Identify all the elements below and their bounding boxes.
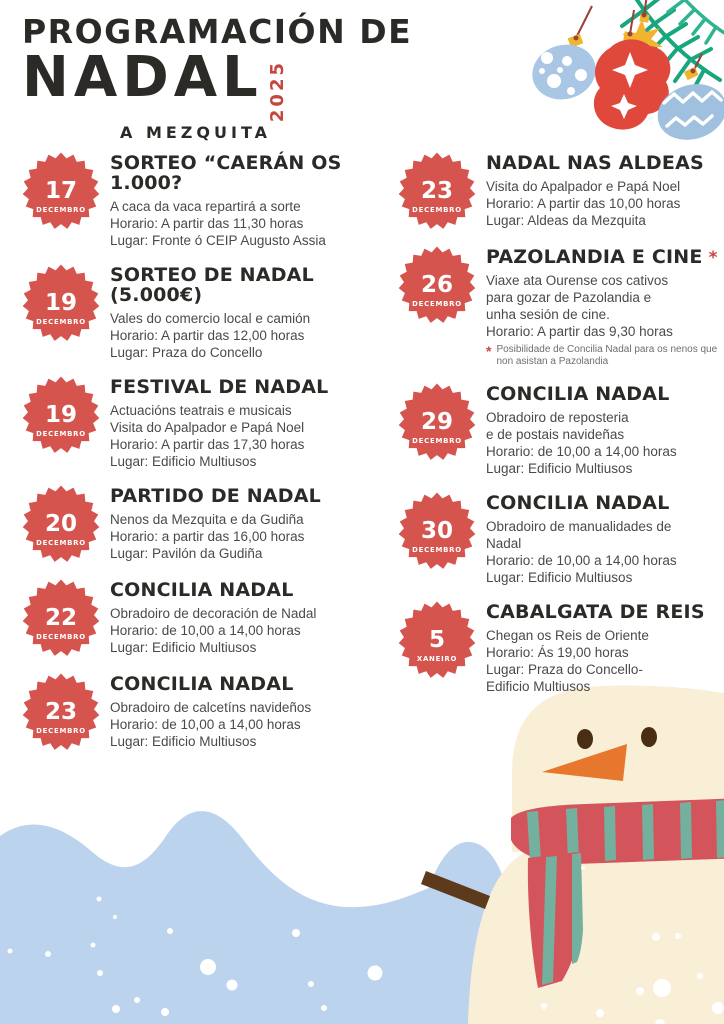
event-detail-line: Obradoiro de decoración de Nadal	[110, 605, 317, 621]
event-title: PARTIDO DE NADAL	[110, 484, 321, 507]
asterisk-mark: *	[486, 342, 492, 359]
badge-date-number: 19	[44, 289, 78, 316]
badge-month-label: DECEMBRO	[36, 429, 86, 438]
event-card	[397, 491, 717, 586]
badge-month-label: DECEMBRO	[36, 726, 86, 735]
polka-dot-bauble-icon	[526, 34, 602, 107]
poster-header	[22, 12, 412, 142]
event-text-block	[486, 491, 677, 586]
event-details	[110, 310, 393, 361]
event-text-block	[110, 484, 321, 564]
badge-date-number: 26	[420, 271, 454, 298]
event-title: CABALGATA DE REIS	[486, 600, 705, 623]
event-detail-line: Vales do comercio local e camión	[110, 310, 311, 326]
date-badge-icon	[397, 382, 477, 462]
poster-title-line1: PROGRAMACIÓN DE	[22, 12, 413, 51]
badge-month-label: DECEMBRO	[36, 317, 86, 326]
event-details	[486, 272, 721, 340]
badge-month-label: DECEMBRO	[36, 538, 86, 547]
event-detail-line: Horario: a partir das 16,00 horas	[110, 528, 305, 544]
event-text-block	[110, 578, 316, 658]
event-detail-line: Chegan os Reis de Oriente	[486, 627, 649, 643]
event-card	[397, 600, 717, 695]
event-detail-line: Horario: A partir das 9,30 horas	[486, 323, 673, 339]
event-card	[21, 484, 393, 564]
event-details	[110, 699, 311, 750]
event-detail-line: Horario: A partir das 12,00 horas	[110, 327, 305, 343]
event-text-block	[486, 245, 721, 368]
event-detail-line: A caca da vaca repartirá a sorte	[110, 198, 301, 214]
badge-date-number: 23	[44, 698, 78, 725]
event-text-block	[110, 672, 311, 752]
event-card	[21, 578, 393, 658]
event-detail-line: Lugar: Fronte ó CEIP Augusto Assia	[110, 232, 326, 248]
snowman-eye-left	[577, 729, 593, 749]
badge-date-number: 23	[420, 177, 454, 204]
date-badge-icon	[397, 245, 477, 325]
event-detail-line: Obradoiro de reposteria	[486, 409, 629, 425]
event-details	[486, 178, 704, 229]
event-detail-line: Lugar: Praza do Concello	[110, 344, 263, 360]
event-text-block	[486, 151, 704, 231]
event-detail-line: Visita do Apalpador e Papá Noel	[486, 178, 681, 194]
badge-date-number: 29	[420, 408, 454, 435]
event-detail-line: Horario: de 10,00 a 14,00 horas	[486, 443, 677, 459]
event-detail-line: Visita do Apalpador e Papá Noel	[110, 419, 305, 435]
event-details	[110, 511, 321, 562]
events-column-right	[397, 151, 717, 709]
poster-year: 2025	[266, 60, 288, 123]
event-details	[486, 518, 677, 586]
date-badge-icon	[21, 263, 101, 343]
event-detail-line: Horario: de 10,00 a 14,00 horas	[110, 622, 301, 638]
event-detail-line: Horario: Ás 19,00 horas	[486, 644, 629, 660]
badge-date-number: 5	[428, 626, 446, 653]
badge-month-label: DECEMBRO	[36, 205, 86, 214]
event-title: CONCILIA NADAL	[486, 491, 670, 514]
event-text-block	[486, 382, 677, 477]
badge-date-number: 30	[420, 517, 454, 544]
badge-month-label: DECEMBRO	[36, 632, 86, 641]
event-card	[21, 375, 393, 470]
event-detail-line: Horario: de 10,00 a 14,00 horas	[110, 716, 301, 732]
event-detail-line: unha sesión de cine.	[486, 306, 610, 322]
event-card	[21, 263, 393, 361]
snowman-eye-right	[641, 727, 657, 747]
event-detail-line: Actuacións teatrais e musicais	[110, 402, 292, 418]
event-detail-line: Nadal	[486, 535, 522, 551]
event-detail-line: para gozar de Pazolandia e	[486, 289, 652, 305]
events-column-left	[21, 151, 393, 766]
event-card	[397, 382, 717, 477]
event-card	[397, 245, 717, 368]
poster-subtitle: A MEZQUITA	[120, 123, 272, 143]
event-title: NADAL NAS ALDEAS	[486, 152, 704, 174]
badge-date-number: 22	[44, 604, 78, 631]
date-badge-icon	[21, 672, 101, 752]
event-detail-line: Lugar: Praza do Concello-	[486, 661, 643, 677]
badge-month-label: DECEMBRO	[412, 545, 462, 554]
event-text-block	[110, 151, 393, 249]
badge-date-number: 19	[44, 401, 78, 428]
event-details	[110, 198, 393, 249]
badge-month-label: XANEIRO	[416, 654, 458, 663]
date-badge-icon	[397, 151, 477, 231]
event-detail-line: Horario: A partir das 11,30 horas	[110, 215, 304, 231]
event-title: FESTIVAL DE NADAL	[110, 375, 329, 398]
event-card	[397, 151, 717, 231]
date-badge-icon	[21, 578, 101, 658]
event-title: PAZOLANDIA E CINE *	[486, 246, 718, 268]
date-badge-icon	[21, 484, 101, 564]
event-detail-line: Edificio Multiusos	[486, 678, 591, 694]
event-detail-line: Horario: de 10,00 a 14,00 horas	[486, 552, 677, 568]
event-detail-line: Obradoiro de calcetíns navideños	[110, 699, 312, 715]
event-details	[486, 409, 677, 477]
event-card	[21, 151, 393, 249]
christmas-ornaments-illustration	[514, 0, 724, 170]
event-text-block	[110, 375, 328, 470]
event-detail-line: Viaxe ata Ourense cos cativos	[486, 272, 669, 288]
event-title: CONCILIA NADAL	[110, 578, 294, 601]
date-badge-icon	[397, 491, 477, 571]
badge-date-number: 17	[44, 177, 78, 204]
event-title: CONCILIA NADAL	[486, 382, 670, 405]
event-text-block	[486, 600, 705, 695]
date-badge-icon	[397, 600, 477, 680]
event-detail-line: Lugar: Edificio Multiusos	[486, 460, 633, 476]
badge-month-label: DECEMBRO	[412, 436, 462, 445]
event-details	[486, 627, 705, 695]
event-detail-line: Lugar: Edificio Multiusos	[110, 639, 257, 655]
badge-date-number: 20	[44, 510, 78, 537]
event-title: SORTEO DE NADAL (5.000€)	[110, 263, 314, 306]
event-footnote: * Posibilidade de Concilia Nadal para os nenos que non asistan a Pazolandia	[486, 342, 718, 367]
event-text-block	[110, 263, 393, 361]
event-detail-line: Nenos da Mezquita e da Gudiña	[110, 511, 304, 527]
event-detail-line: e de postais navideñas	[486, 426, 625, 442]
asterisk-mark: *	[708, 248, 718, 268]
event-card	[21, 672, 393, 752]
event-detail-line: Lugar: Aldeas da Mezquita	[486, 212, 646, 228]
poster-title-row	[22, 45, 412, 123]
badge-month-label: DECEMBRO	[412, 205, 462, 214]
event-detail-line: Horario: A partir das 17,30 horas	[110, 436, 305, 452]
date-badge-icon	[21, 151, 101, 231]
date-badge-icon	[21, 375, 101, 455]
event-detail-line: Horario: A partir das 10,00 horas	[486, 195, 681, 211]
badge-month-label: DECEMBRO	[412, 299, 462, 308]
event-title: SORTEO “CAERÁN OS 1.000?	[110, 152, 342, 194]
event-detail-line: Obradoiro de manualidades de	[486, 518, 672, 534]
event-title: CONCILIA NADAL	[110, 672, 294, 695]
event-detail-line: Lugar: Edificio Multiusos	[110, 453, 257, 469]
event-detail-line: Lugar: Pavilón da Gudiña	[110, 545, 263, 561]
event-details	[110, 605, 316, 656]
event-detail-line: Lugar: Edificio Multiusos	[486, 569, 633, 585]
event-detail-line: Lugar: Edificio Multiusos	[110, 733, 257, 749]
event-details	[110, 402, 328, 470]
poster-title-line2: NADAL	[22, 45, 263, 110]
